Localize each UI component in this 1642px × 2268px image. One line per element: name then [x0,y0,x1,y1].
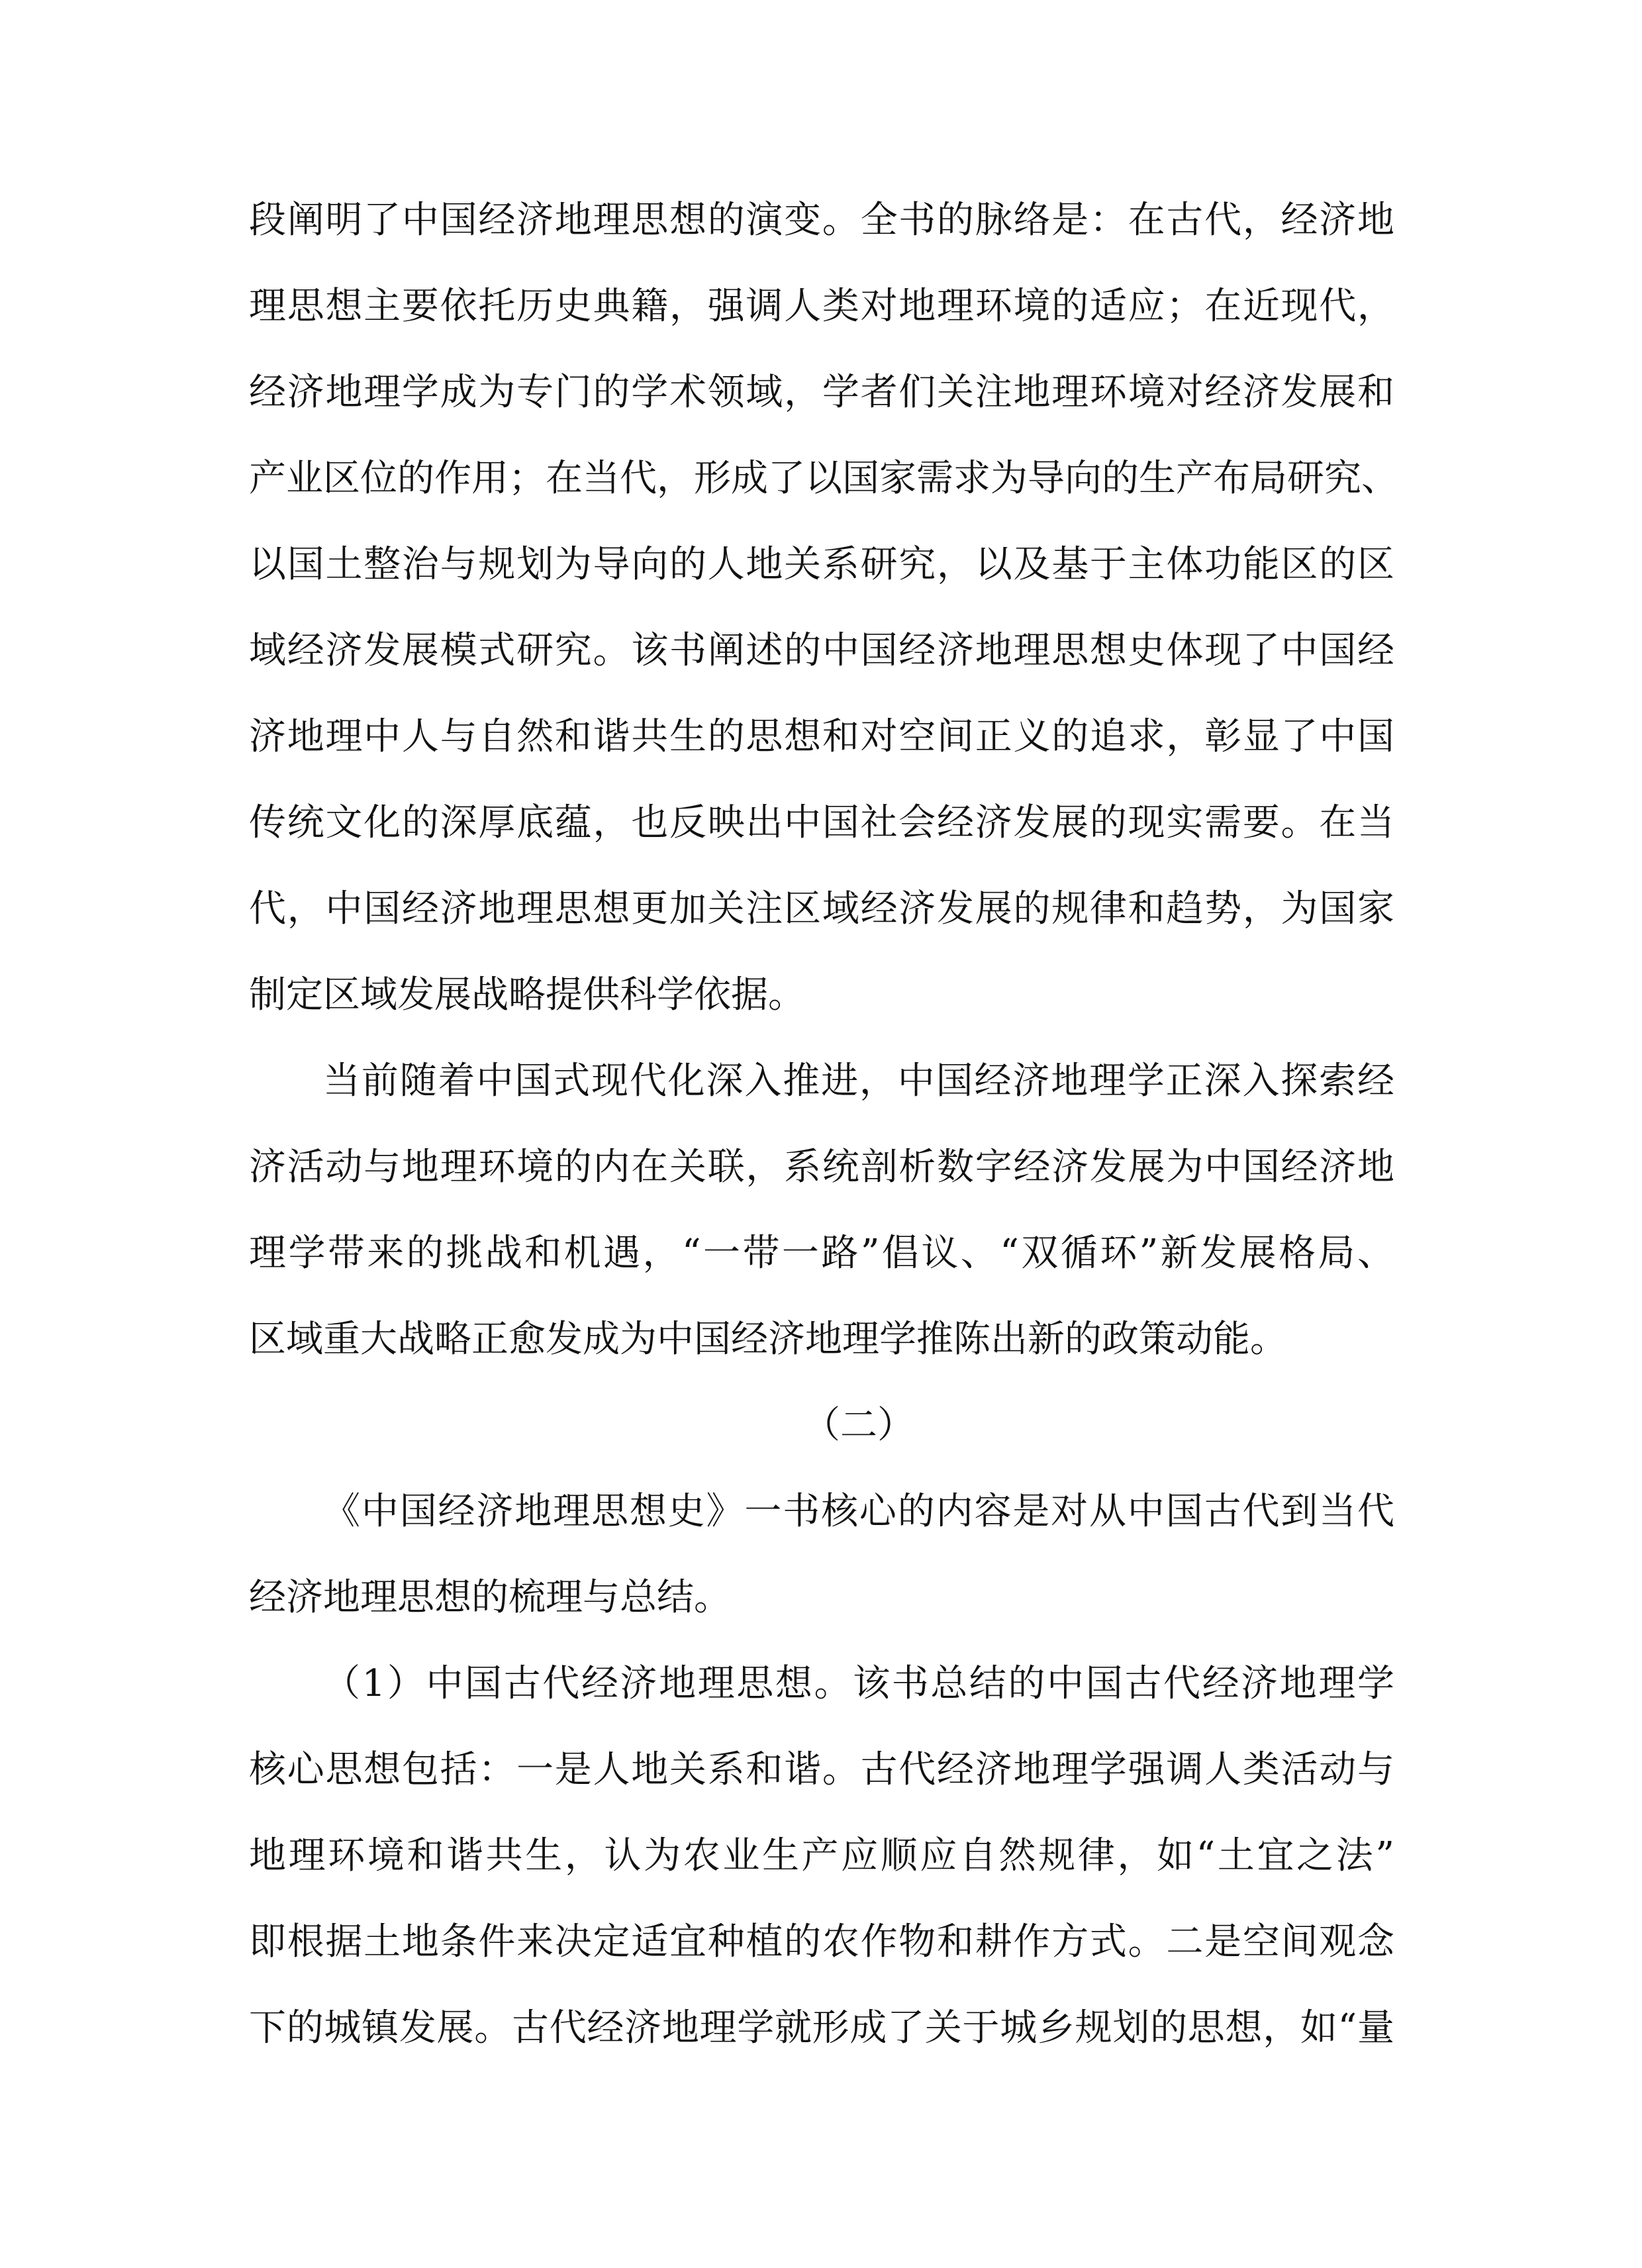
paragraph-current-development [249,1038,1394,1383]
text-line: 当前随着中国式现代化深入推进，中国经济地理学正深入探索经 [323,1060,1394,1103]
text-line: 段阐明了中国经济地理思想的演变。全书的脉络是：在古代，经济地 [249,199,1394,242]
text-line: 域经济发展模式研究。该书阐述的中国经济地理思想史体现了中国经 [249,629,1394,672]
text-line: 代，中国经济地理思想更加关注区域经济发展的规律和趋势，为国家 [249,887,1394,930]
text-line: 以国土整治与规划为导向的人地关系研究，以及基于主体功能区的区 [249,543,1394,586]
text-line: 地理环境和谐共生，认为农业生产应顺应自然规律，如“土宜之法” [249,1834,1394,1877]
text-line: 经济地理学成为专门的学术领域，学者们关注地理环境对经济发展和 [249,371,1394,414]
section-heading: （二） [803,1404,914,1447]
text-line: 经济地理思想的梳理与总结。 [249,1576,731,1619]
text-line: 下的城镇发展。古代经济地理学就形成了关于城乡规划的思想，如“量 [249,2006,1394,2049]
paragraph-ancient-thought [249,1641,1394,2071]
text-line: 传统文化的深厚底蕴，也反映出中国社会经济发展的现实需要。在当 [249,801,1394,844]
text-line: 核心思想包括：一是人地关系和谐。古代经济地理学强调人类活动与 [249,1748,1394,1791]
text-line: 济活动与地理环境的内在关联，系统剖析数字经济发展为中国经济地 [249,1146,1394,1189]
text-line: 理思想主要依托历史典籍，强调人类对地理环境的适应；在近现代， [249,285,1394,328]
paragraph-evolution-summary [249,177,1398,1038]
text-line: 产业区位的作用；在当代，形成了以国家需求为导向的生产布局研究、 [249,457,1398,500]
text-line: 制定区域发展战略提供科学依据。 [249,973,805,1016]
text-line: 即根据土地条件来决定适宜种植的农作物和耕作方式。二是空间观念 [249,1920,1394,1963]
text-line: 理学带来的挑战和机遇，“一带一路”倡议、“双循环”新发展格局、 [249,1232,1394,1275]
text-line: 济地理中人与自然和谐共生的思想和对空间正义的追求，彰显了中国 [249,715,1394,758]
document-page [249,177,1398,2071]
paragraph-core-content [249,1469,1394,1641]
text-line: 区域重大战略正愈发成为中国经济地理学推陈出新的政策动能。 [249,1318,1287,1361]
text-line: 《中国经济地理思想史》一书核心的内容是对从中国古代到当代 [323,1490,1394,1533]
text-line: （1）中国古代经济地理思想。该书总结的中国古代经济地理学 [323,1662,1394,1705]
